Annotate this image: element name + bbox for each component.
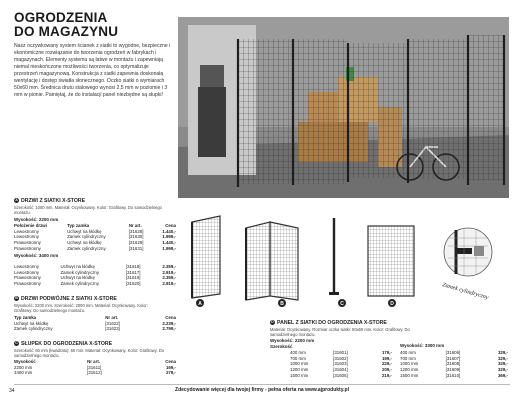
figure-panel (368, 226, 414, 296)
doors-single-table-2200 (14, 223, 178, 251)
table-header: Wysokość Nr art. Cena (14, 359, 176, 365)
figure-door-double (246, 222, 298, 300)
table-row: Lewostronny Uchwyt na kłódkę [31618] 2.359,- (14, 264, 176, 270)
table-row: Prawostronny Uchwyt na kłódkę [31629] 1.440,- (14, 240, 176, 246)
lock-callout: Zamek cylindryczny (441, 282, 490, 302)
doors-single-header: A DRZWI Z SIATKI X-STORE (15, 198, 86, 204)
table-row: Prawostronny Uchwyt na kłódkę [31619] 2.359,- (14, 275, 176, 281)
title-line-2: DO MAGAZYNU (14, 24, 119, 39)
panel-table-3300 (400, 350, 510, 378)
table-row: 1000 mm [31603] 229,- (290, 361, 392, 367)
doors-single-table-3400 (14, 264, 178, 286)
page-title (14, 11, 118, 39)
table-row: Prawostronny Zamek cylindryczny [31620] 2.919,- (14, 281, 176, 287)
bullet-a-icon: A (15, 198, 18, 203)
doors-double-header: B DRZWI PODWÓJNE Z SIATKI X-STORE (15, 296, 117, 302)
panel-col-label: Szerokość (270, 344, 293, 349)
table-row: 400 mm [31606] 329,- (400, 350, 508, 356)
footer-divider (14, 384, 510, 385)
table-row: Prawostronny Zamek cylindryczny [31631] 1.999,- (14, 245, 176, 251)
bullet-d-icon: D (271, 320, 274, 325)
post-table (14, 359, 178, 376)
panel-height-2200: Wysokość: 2200 mm (270, 338, 315, 343)
product-figures (178, 212, 509, 312)
panel-height-3300: Wysokość: 3300 mm (400, 343, 445, 348)
table-row: 1200 mm [31609] 329,- (400, 367, 508, 373)
table-row: 700 mm [31602] 199,- (290, 355, 392, 361)
title-line-1: OGRODZENIA (14, 10, 108, 25)
table-row: 2200 mm [31611] 169,- (14, 364, 176, 370)
table-row: Lewostronny Uchwyt na kłódkę [31628] 1.440,- (14, 228, 176, 234)
doors-double-table (14, 315, 178, 332)
figure-lock-detail (444, 228, 492, 276)
table-header: Typ zamka Nr art. Cena (14, 315, 176, 321)
table-row: 1200 mm [31604] 209,- (290, 367, 392, 373)
figure-door-single (192, 216, 220, 298)
warehouse-photo (178, 17, 509, 198)
table-row: Lewostronny Zamek cylindryczny [31630] 1.999,- (14, 234, 176, 240)
table-row: Lewostronny Zamek cylindryczny [31617] 2.919,- (14, 269, 176, 275)
post-header: C SŁUPEK DO OGRODZENIA X-STORE (15, 341, 113, 347)
table-row: 700 mm [31607] 329,- (400, 355, 508, 361)
panel-desc: Materiał: Ocynkowany. Rozmiar oczka siatki: 50x60 mm. Kolor: Grafitowy. Do samodzielnego montażu. (270, 327, 410, 337)
bullet-c-icon: C (15, 341, 18, 346)
figure-label-d: D (390, 301, 394, 307)
footer-text: Zdecydowanie więcej dla twojej firmy - pełna oferta na www.ajprodukty.pl (175, 387, 349, 393)
panel-header: D PANEL Z SIATKI DO OGRODZENIA X-STORE (271, 320, 387, 326)
figure-post (329, 218, 339, 295)
table-row: 1000 mm [31608] 329,- (400, 361, 508, 367)
table-row: 1500 mm [31610] 369,- (400, 372, 508, 378)
table-row: 3400 mm [31612] 279,- (14, 370, 176, 376)
figure-label-b: B (280, 301, 284, 307)
page-number: 34 (9, 388, 15, 394)
doors-single-height-2200: Wysokość: 2200 mm (14, 217, 59, 222)
figure-label-c: C (340, 301, 344, 307)
table-row: 1500 mm [31605] 219,- (290, 372, 392, 378)
intro-paragraph: Nasz oczywkowany system ścianek z siatki to wygodne, bezpieczne i ekonomiczne rozwiązanie do tworzenia ogrodzeń w fabrykach i magazynach. Elementy systemu są łatwe w montażu i zapewniają niemal nieskończone możliwości tworzenia, co optymalizuje przestrzeń magazynową. Konstrukcja z siatki zapewnia doskonałą wentylację i dostęp światła słonecznego. Oczko siatki o wymiarach 50x60 mm. Średnica drutu stalowego wynosi 2,5 mm w poziomie i 3 mm w pionie. Pamiętaj, że do instalacji panel niezbędne są słupki! (14, 43, 171, 98)
table-header: Położenie drzwi Typ zamka Nr art. Cena (14, 223, 176, 229)
table-row: 400 mm [31601] 179,- (290, 350, 392, 356)
figure-label-a: A (198, 301, 202, 307)
doors-single-height-3400: Wysokość: 3400 mm (14, 253, 59, 258)
bullet-b-icon: B (15, 296, 18, 301)
post-desc: Szerokość: 60 mm (kwadratu): 60 mm. Materiał: Ocynkowany. Kolor: Grafitowy. Do samodzielnego montażu. (14, 348, 164, 358)
doors-single-desc: Szerokość: 1000 mm. Materiał: Ocynkowany. Kolor: Grafitowy. Do samodzielnego montażu. (14, 205, 162, 215)
panel-table-2200 (290, 350, 394, 378)
doors-double-desc: Wysokość: 2200 mm. Szerokość: 2000 mm. Materiał: Ocynkowany. Kolor: Grafitowy. Do samodzielnego montażu. (14, 303, 148, 313)
table-row: Zamek cylindryczny [31623] 2.799,- (14, 326, 176, 332)
table-row: Uchwyt na kłódkę [31622] 2.239,- (14, 320, 176, 326)
